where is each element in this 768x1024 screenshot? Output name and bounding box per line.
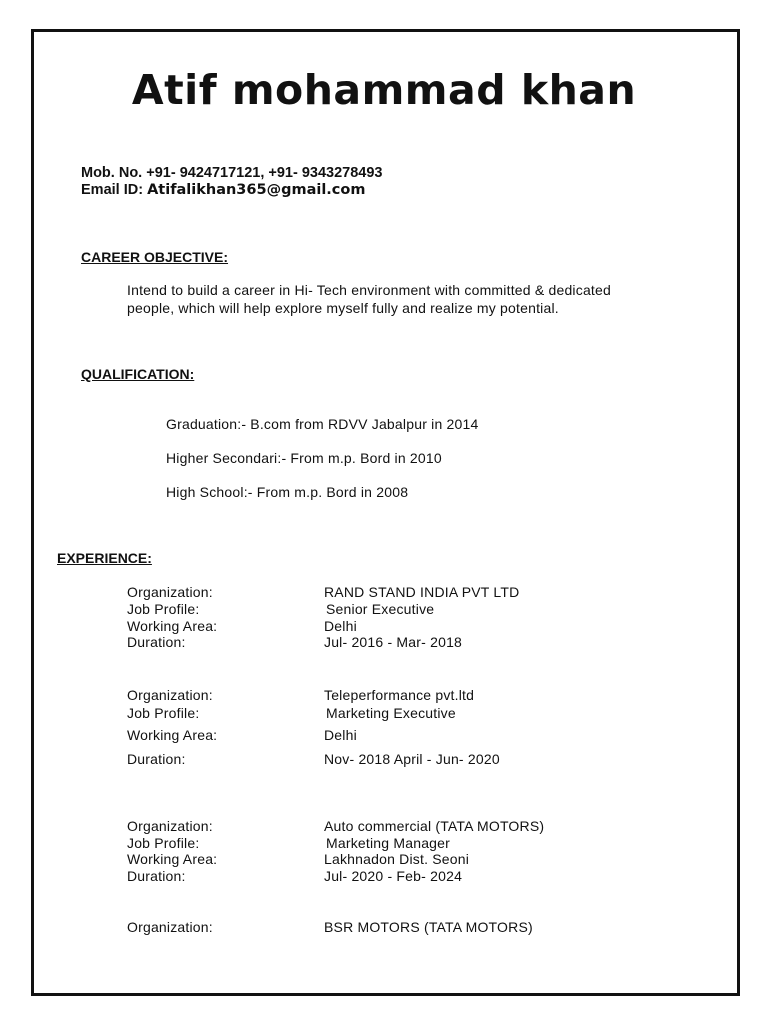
job-profile-label: Job Profile: — [127, 705, 200, 721]
qualification-graduation: Graduation:- B.com from RDVV Jabalpur in 2014 — [166, 416, 479, 432]
working-area-value: Delhi — [324, 618, 357, 634]
job-profile-value: Marketing Executive — [326, 705, 456, 721]
organization-label: Organization: — [127, 584, 213, 600]
mobile-number: Mob. No. +91- 9424717121, +91- 9343278493 — [81, 165, 383, 181]
organization-value: BSR MOTORS (TATA MOTORS) — [324, 919, 533, 935]
career-objective-text: Intend to build a career in Hi- Tech environment with committed & dedicated people, which will help explore myself fully and realize my potential. — [127, 282, 611, 316]
job-profile-value: Marketing Manager — [326, 835, 451, 851]
career-objective-heading: CAREER OBJECTIVE: — [81, 249, 229, 265]
working-area-label: Working Area: — [127, 618, 218, 634]
duration-value: Nov- 2018 April - Jun- 2020 — [324, 751, 500, 767]
job-profile-label: Job Profile: — [127, 835, 200, 851]
working-area-label: Working Area: — [127, 851, 218, 867]
resume-name: Atif mohammad khan — [131, 66, 637, 114]
working-area-label: Working Area: — [127, 727, 218, 743]
organization-label: Organization: — [127, 919, 213, 935]
email-label: Email ID: — [81, 182, 148, 198]
working-area-value: Delhi — [324, 727, 357, 743]
duration-label: Duration: — [127, 634, 186, 650]
working-area-value: Lakhnadon Dist. Seoni — [324, 851, 470, 867]
organization-value: Auto commercial (TATA MOTORS) — [324, 818, 545, 834]
organization-label: Organization: — [127, 687, 213, 703]
email-line — [81, 182, 365, 198]
duration-value: Jul- 2016 - Mar- 2018 — [324, 634, 463, 650]
duration-label: Duration: — [127, 751, 186, 767]
organization-value: Teleperformance pvt.ltd — [324, 687, 475, 703]
email-value: Atifalikhan365@gmail.com — [147, 182, 366, 198]
job-profile-label: Job Profile: — [127, 601, 200, 617]
qualification-heading: QUALIFICATION: — [81, 366, 195, 382]
duration-label: Duration: — [127, 868, 186, 884]
duration-value: Jul- 2020 - Feb- 2024 — [324, 868, 463, 884]
organization-label: Organization: — [127, 818, 213, 834]
experience-heading: EXPERIENCE: — [57, 550, 152, 566]
qualification-high-school: High School:- From m.p. Bord in 2008 — [166, 484, 409, 500]
organization-value: RAND STAND INDIA PVT LTD — [324, 584, 520, 600]
job-profile-value: Senior Executive — [326, 601, 435, 617]
qualification-higher-secondary: Higher Secondari:- From m.p. Bord in 2010 — [166, 450, 442, 466]
